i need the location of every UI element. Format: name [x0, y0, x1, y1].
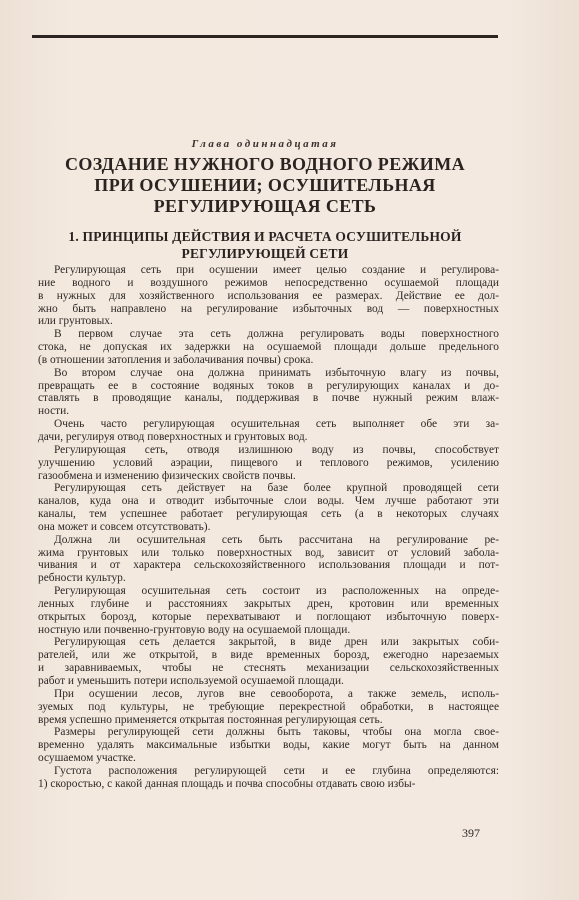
- paragraph: [38, 726, 499, 765]
- text-line: осушаемом участке.: [38, 752, 136, 765]
- chapter-title-line: РЕГУЛИРУЮЩАЯ СЕТЬ: [153, 196, 377, 216]
- text-line: ленных глубине и расстояниях закрытых дрен, кротовин или временных: [38, 597, 499, 610]
- text-line: в нужных для хозяйственного использования ее размерах. Действие ее дол-: [38, 289, 499, 302]
- text-line: Размеры регулирующей сети должны быть таковы, чтобы она могла свое-: [54, 726, 499, 739]
- page-number: 397: [462, 826, 480, 840]
- text-line: улучшению условий аэрации, пищевого и теплового режимов, усилению: [38, 456, 499, 469]
- text-line: Во втором случае она должна принимать избыточную влагу из почвы,: [54, 366, 499, 379]
- text-line: дачи, регулируя отвод поверхностных и грунтовых вод.: [38, 430, 308, 443]
- section-heading-line: РЕГУЛИРУЮЩЕЙ СЕТИ: [181, 246, 349, 261]
- text-line: она может и совсем отсутствовать).: [38, 520, 211, 533]
- paragraph: [38, 444, 499, 483]
- text-line: превращать ее в состояние водяных токов в регулирующих каналах и до-: [38, 379, 499, 392]
- chapter-title-line: ПРИ ОСУШЕНИИ; ОСУШИТЕЛЬНАЯ: [94, 175, 436, 195]
- paragraph: [38, 264, 499, 328]
- text-line: временно удалять максимальные избытки воды, какие могут быть на данном: [38, 739, 499, 752]
- text-line: Регулирующая сеть действует на базе более крупной проводящей сети: [54, 482, 499, 495]
- text-line: ребности культур.: [38, 572, 126, 585]
- text-line: время успешно применяется открытая постоянная регулирующая сеть.: [38, 713, 383, 726]
- text-line: ние водного и воздушного режимов непосредственно осушаемой площади: [38, 276, 499, 289]
- text-line: зуемых под культуры, не требующие перекрестной обработки, в настоящее: [38, 700, 499, 713]
- section-heading: [0, 228, 530, 262]
- text-line: При осушении лесов, лугов вне севооборота, а также земель, исполь-: [54, 687, 499, 700]
- section-heading-line: 1. ПРИНЦИПЫ ДЕЙСТВИЯ И РАСЧЕТА ОСУШИТЕЛЬНОЙ: [68, 229, 462, 244]
- text-line: 1) скоростью, с какой данная площадь и почва способны отдавать свою избы-: [38, 777, 416, 790]
- text-line: Густота расположения регулирующей сети и ее глубина определяются:: [54, 764, 499, 777]
- text-line: ностную или почвенно-грунтовую воду на осушаемой площади.: [38, 623, 351, 636]
- text-line: Регулирующая сеть, отводя излишнюю воду из почвы, способствует: [54, 443, 499, 456]
- text-line: Регулирующая сеть при осушении имеет целью создание и регулирова-: [54, 264, 499, 276]
- text-line: Регулирующая осушительная сеть состоит из расположенных на опреде-: [54, 585, 499, 598]
- text-line: Регулирующая сеть делается закрытой, в виде дрен или закрытых соби-: [54, 636, 499, 649]
- text-line: открытых борозд, которые перехватывают и поглощают избыточную поверх-: [38, 610, 499, 623]
- paragraph: [38, 688, 499, 727]
- text-line: и заравниваемых, чтобы не стеснять механизации сельскохозяйственных: [38, 662, 499, 675]
- text-line: В первом случае эта сеть должна регулировать воды поверхностного: [54, 328, 499, 341]
- text-line: газообмена и изменению физических свойств почвы.: [38, 469, 296, 482]
- paragraph: [38, 534, 499, 585]
- text-line: каналов, куда она и отводит избыточные слои воды. Чем лучше работают эти: [38, 495, 499, 508]
- text-line: ности.: [38, 405, 70, 418]
- paragraph: [38, 482, 499, 533]
- paragraph: [38, 636, 499, 687]
- text-line: чивания и от характера сельскохозяйственного использования площади и пот-: [38, 559, 499, 572]
- body-text: [38, 264, 499, 791]
- text-line: Должна ли осушительная сеть быть рассчитана на регулирование ре-: [54, 533, 499, 546]
- paragraph: [38, 418, 499, 444]
- text-line: или грунтовых.: [38, 315, 113, 328]
- paragraph: [38, 765, 499, 791]
- text-line: каналы, тем успешнее работает регулирующая сеть (а в некоторых случаях: [38, 508, 499, 521]
- text-line: Очень часто регулирующая осушительная сеть выполняет обе эти за-: [54, 418, 499, 431]
- chapter-label: Глава одиннадцатая: [191, 138, 339, 150]
- text-line: жима грунтовых или только поверхностных вод, зависит от условий забола-: [38, 546, 499, 559]
- chapter-title: [0, 154, 530, 217]
- top-rule: [32, 35, 498, 38]
- text-line: рателей, или же открытой, в виде временных борозд, ежегодно нарезаемых: [38, 649, 499, 662]
- chapter-title-line: СОЗДАНИЕ НУЖНОГО ВОДНОГО РЕЖИМА: [65, 154, 465, 174]
- paragraph: [38, 585, 499, 636]
- text-line: ставлять в проводящие каналы, поддерживая в почве нужный режим влаж-: [38, 392, 499, 405]
- paragraph: [38, 328, 499, 367]
- text-line: жно быть направлено на регулирование избыточных вод — поверхностных: [38, 302, 499, 315]
- text-line: (в отношении затопления и заболачивания почвы) срока.: [38, 353, 314, 366]
- text-line: работ и уменьшить потери используемой осушаемой площади.: [38, 675, 344, 687]
- paragraph: [38, 367, 499, 418]
- text-line: стока, не допуская их задержки на осушаемой площади дольше предельного: [38, 341, 499, 354]
